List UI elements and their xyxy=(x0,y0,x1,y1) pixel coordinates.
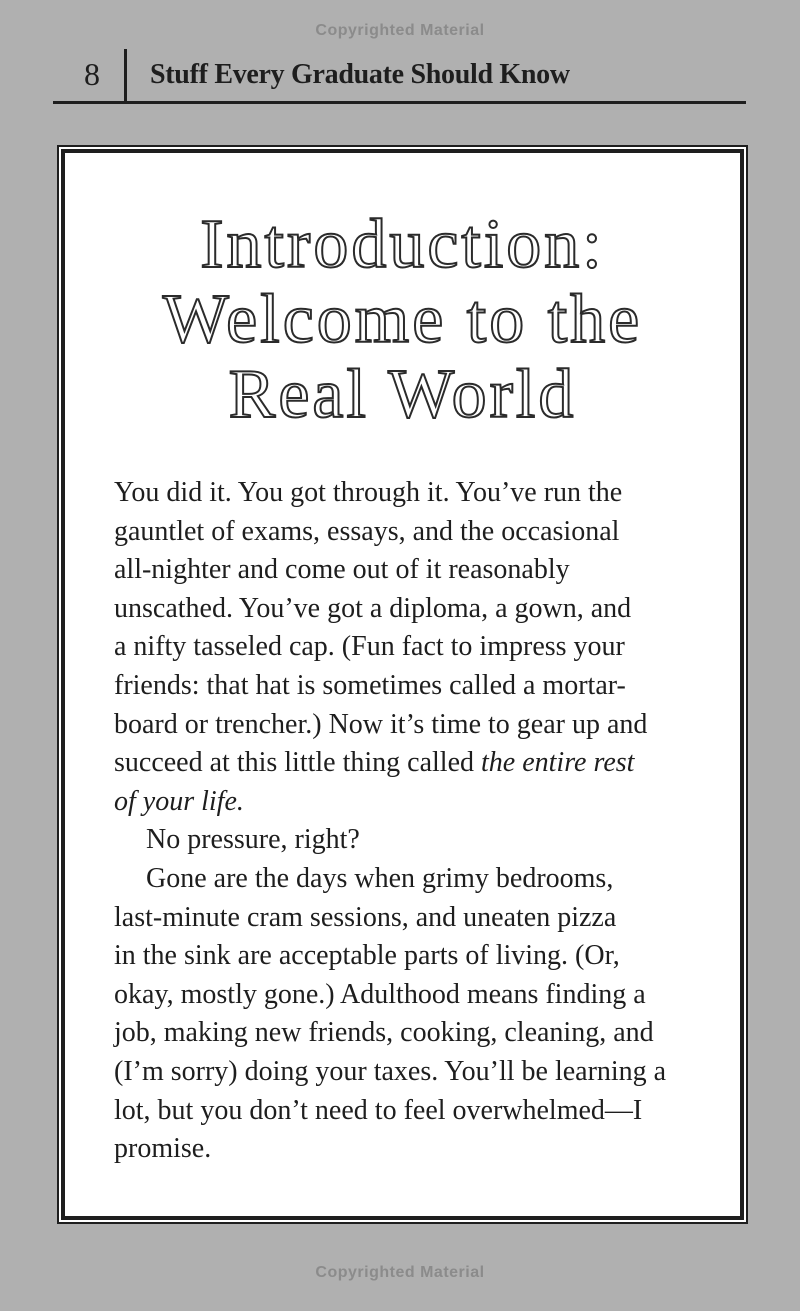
text-segment: succeed at this little thing called xyxy=(114,747,481,779)
text-line: promise. xyxy=(114,1133,212,1165)
text-line: You did it. You got through it. You’ve run the xyxy=(114,477,623,508)
text-line: (I’m sorry) doing your taxes. You’ll be learning a xyxy=(114,1055,667,1087)
text-line: a nifty tasseled cap. (Fun fact to impress your xyxy=(114,631,625,663)
text-line: board or trencher.) Now it’s time to gear up and xyxy=(114,708,648,740)
decorative-frame xyxy=(57,145,748,1224)
page-number: 8 xyxy=(84,56,100,92)
header-divider-bar xyxy=(124,49,127,104)
text-line: gauntlet of exams, essays, and the occasional xyxy=(114,515,620,547)
copyright-notice-bottom: Copyrighted Material xyxy=(315,1264,485,1281)
header-rule xyxy=(53,101,746,104)
text-line: in the sink are acceptable parts of living. (Or, xyxy=(114,940,620,972)
text-line: Gone are the days when grimy bedrooms, xyxy=(146,862,614,894)
text-line-italic: of your life. xyxy=(114,785,244,817)
running-head-title: Stuff Every Graduate Should Know xyxy=(150,59,570,90)
text-segment-italic: the entire rest xyxy=(481,747,635,779)
text-line: job, making new friends, cooking, cleaning, and xyxy=(114,1017,654,1049)
text-line: No pressure, right? xyxy=(146,824,360,856)
chapter-title xyxy=(65,207,740,432)
text-line: friends: that hat is sometimes called a mortar- xyxy=(114,669,626,701)
chapter-title-line: Welcome to the xyxy=(162,281,643,358)
copyright-notice-top: Copyrighted Material xyxy=(315,22,485,39)
text-line: unscathed. You’ve got a diploma, a gown, and xyxy=(114,592,632,624)
decorative-frame-inner xyxy=(61,149,744,1220)
text-line: okay, mostly gone.) Adulthood means finding a xyxy=(114,978,646,1010)
text-line: all-nighter and come out of it reasonably xyxy=(114,554,570,586)
text-line: lot, but you don’t need to feel overwhelmed—I xyxy=(114,1094,643,1126)
body-text xyxy=(114,474,710,1169)
chapter-title-line: Introduction: xyxy=(200,206,605,283)
text-line xyxy=(114,744,710,783)
text-line: last-minute cram sessions, and uneaten pizza xyxy=(114,901,617,933)
chapter-title-line: Real World xyxy=(228,356,577,433)
